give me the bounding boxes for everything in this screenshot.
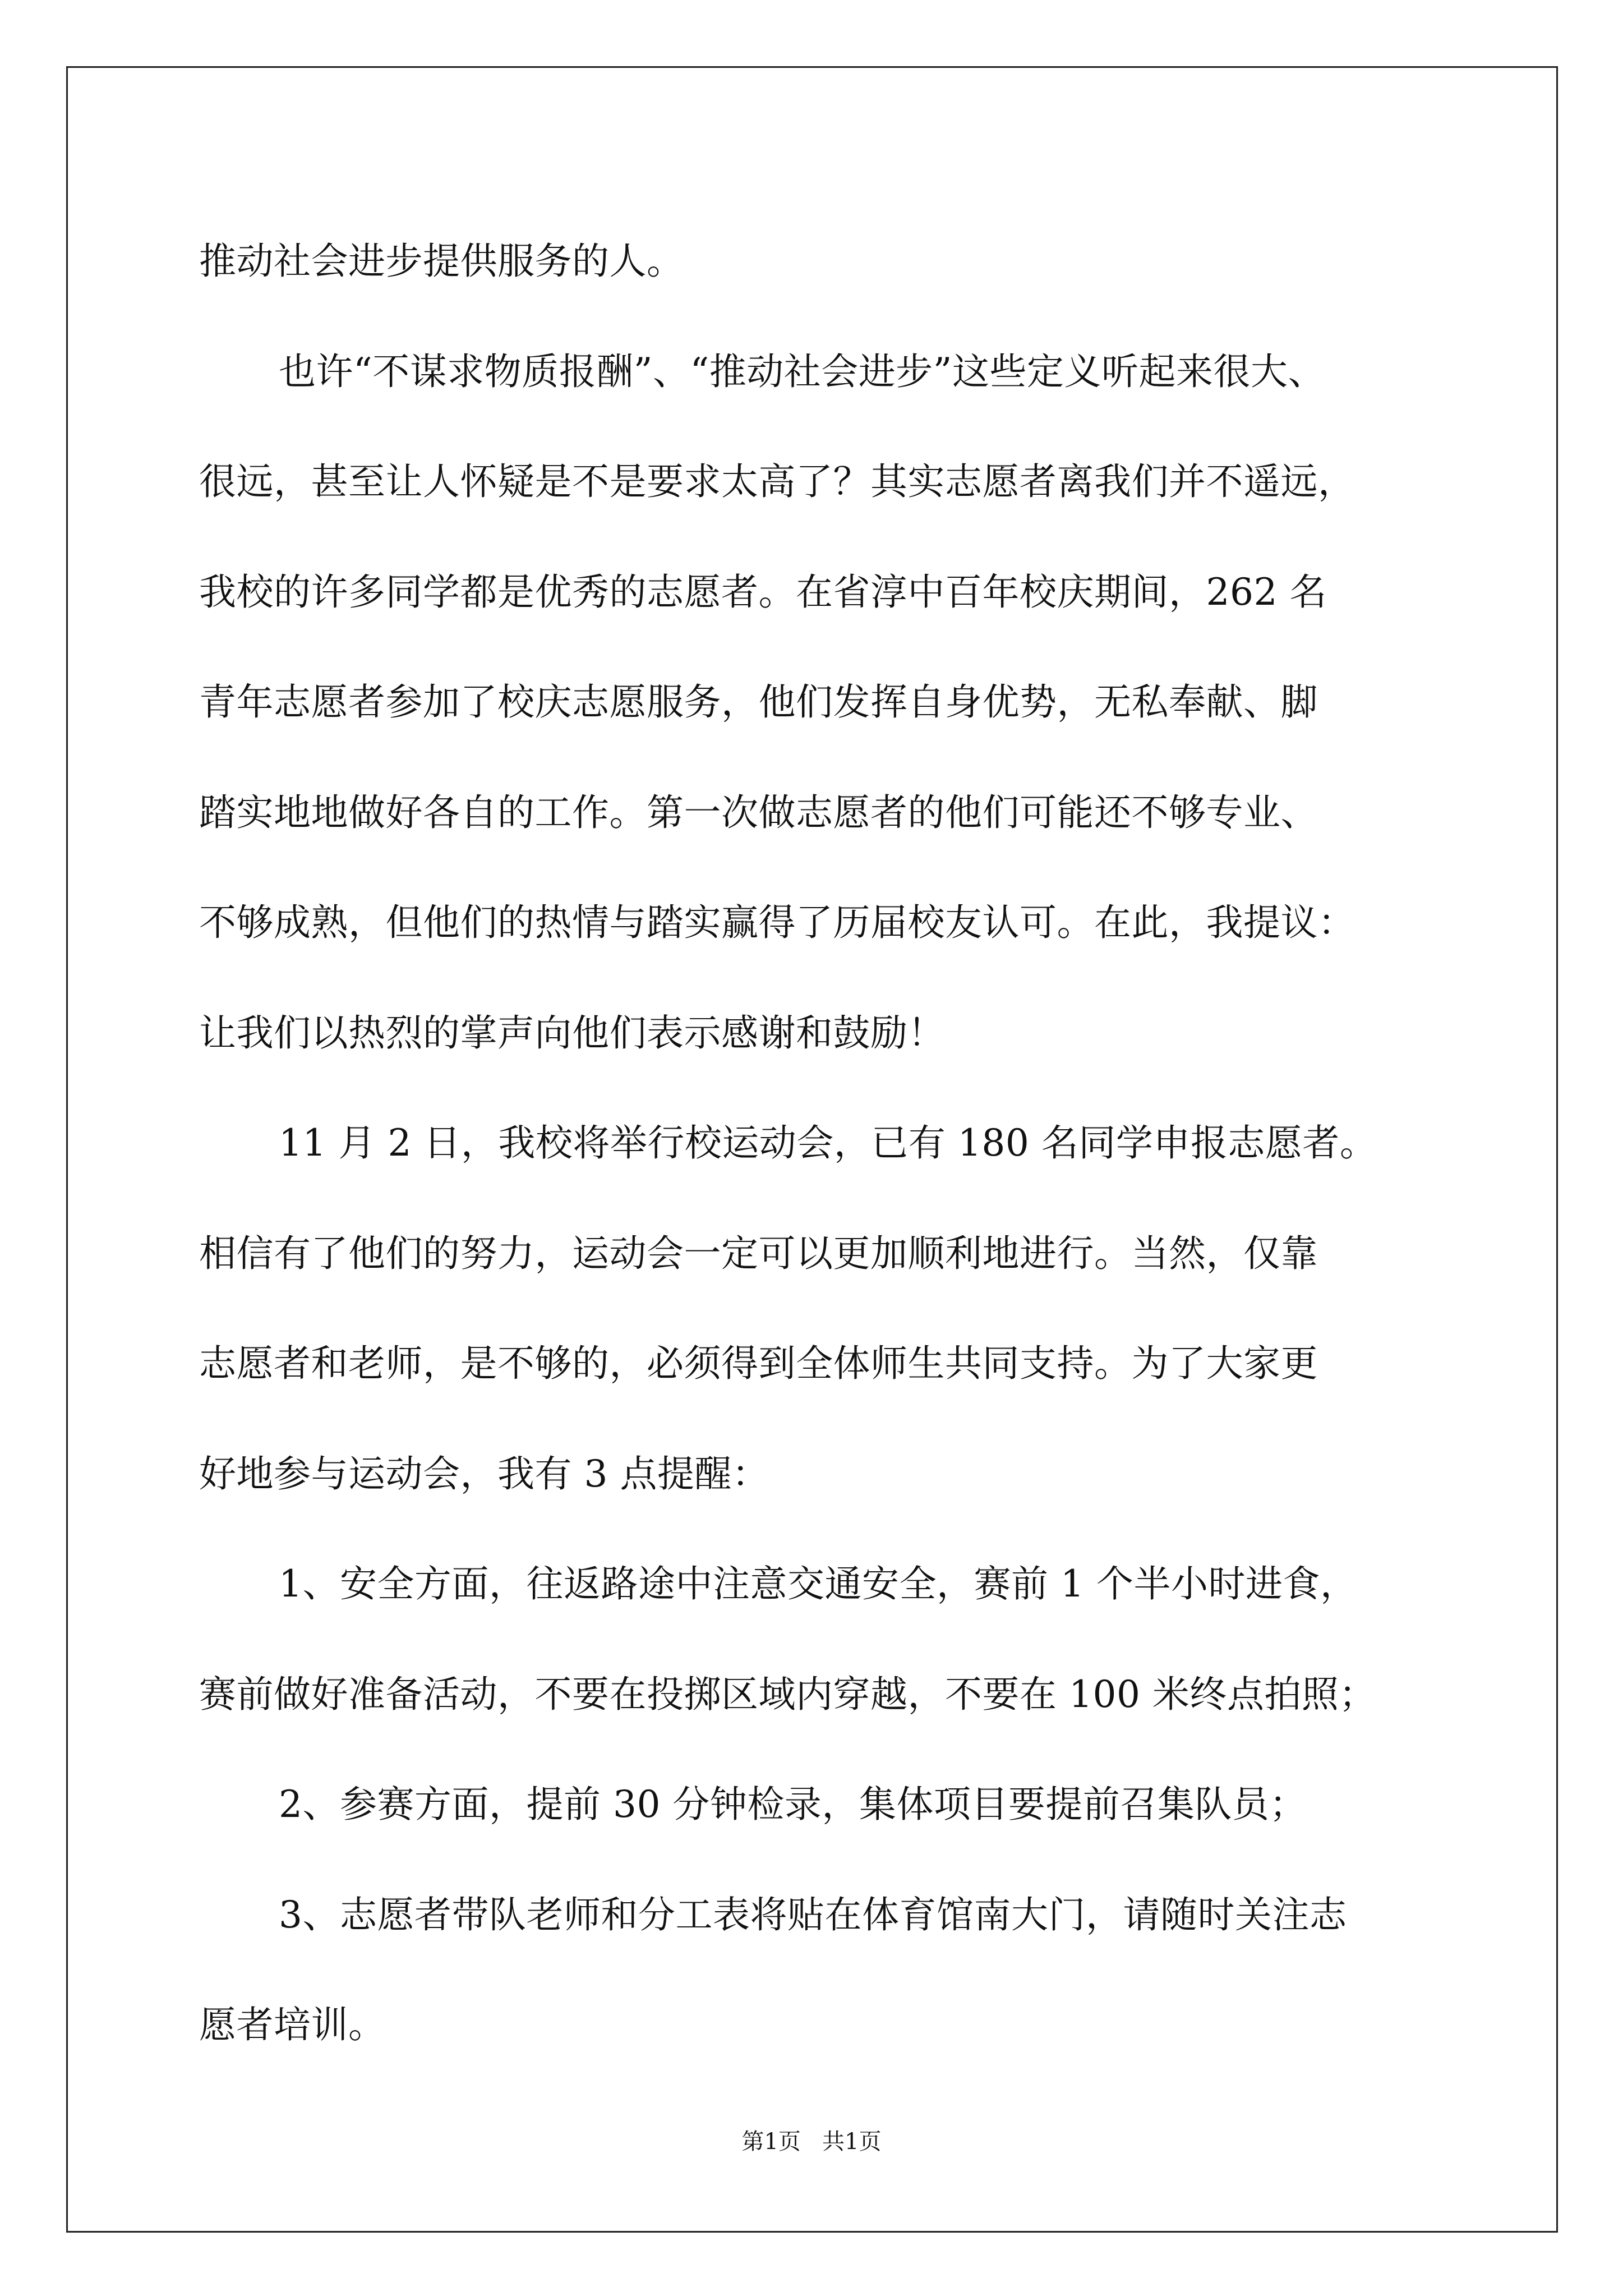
text-line: 推动社会进步提供服务的人。 [199, 240, 684, 283]
paragraph-4 [199, 1529, 1489, 1750]
paragraph-1 [199, 206, 1489, 317]
text-line: 青年志愿者参加了校庆志愿服务，他们发挥自身优势，无私奉献、脚 [199, 680, 1318, 724]
paragraph-6 [199, 1860, 1489, 2081]
text-line: 好地参与运动会，我有 3 点提醒： [199, 1452, 769, 1496]
paragraph-2 [199, 317, 1489, 1089]
text-line: 愿者培训。 [199, 2003, 386, 2046]
text-line: 不够成熟，但他们的热情与踏实赢得了历届校友认可。在此，我提议： [199, 901, 1355, 944]
paragraph-3 [199, 1088, 1489, 1529]
text-line: 我校的许多同学都是优秀的志愿者。在省淳中百年校庆期间，262 名 [199, 570, 1327, 614]
text-line: 2、参赛方面，提前 30 分钟检录，集体项目要提前召集队员； [279, 1783, 1307, 1826]
text-line: 赛前做好准备活动，不要在投掷区域内穿越，不要在 100 米终点拍照； [199, 1672, 1376, 1716]
text-line: 让我们以热烈的掌声向他们表示感谢和鼓励！ [199, 1011, 945, 1055]
text-line: 1、安全方面，往返路途中注意交通安全，赛前 1 个半小时进食， [279, 1562, 1358, 1605]
text-line: 志愿者和老师，是不够的，必须得到全体师生共同支持。为了大家更 [199, 1342, 1318, 1385]
document-body [199, 206, 1489, 2081]
text-line: 3、志愿者带队老师和分工表将贴在体育馆南大门，请随时关注志 [279, 1893, 1347, 1936]
paragraph-5 [199, 1750, 1489, 1860]
text-line: 相信有了他们的努力，运动会一定可以更加顺利地进行。当然，仅靠 [199, 1231, 1318, 1275]
text-line: 也许“不谋求物质报酬”、“推动社会进步”这些定义听起来很大、 [279, 349, 1325, 393]
text-line: 11 月 2 日，我校将举行校运动会，已有 180 名同学申报志愿者。 [279, 1121, 1377, 1165]
page-number-footer: 第1页 共1页 [741, 2129, 882, 2155]
text-line: 踏实地地做好各自的工作。第一次做志愿者的他们可能还不够专业、 [199, 790, 1318, 834]
text-line: 很远，甚至让人怀疑是不是要求太高了？其实志愿者离我们并不遥远， [199, 460, 1355, 503]
